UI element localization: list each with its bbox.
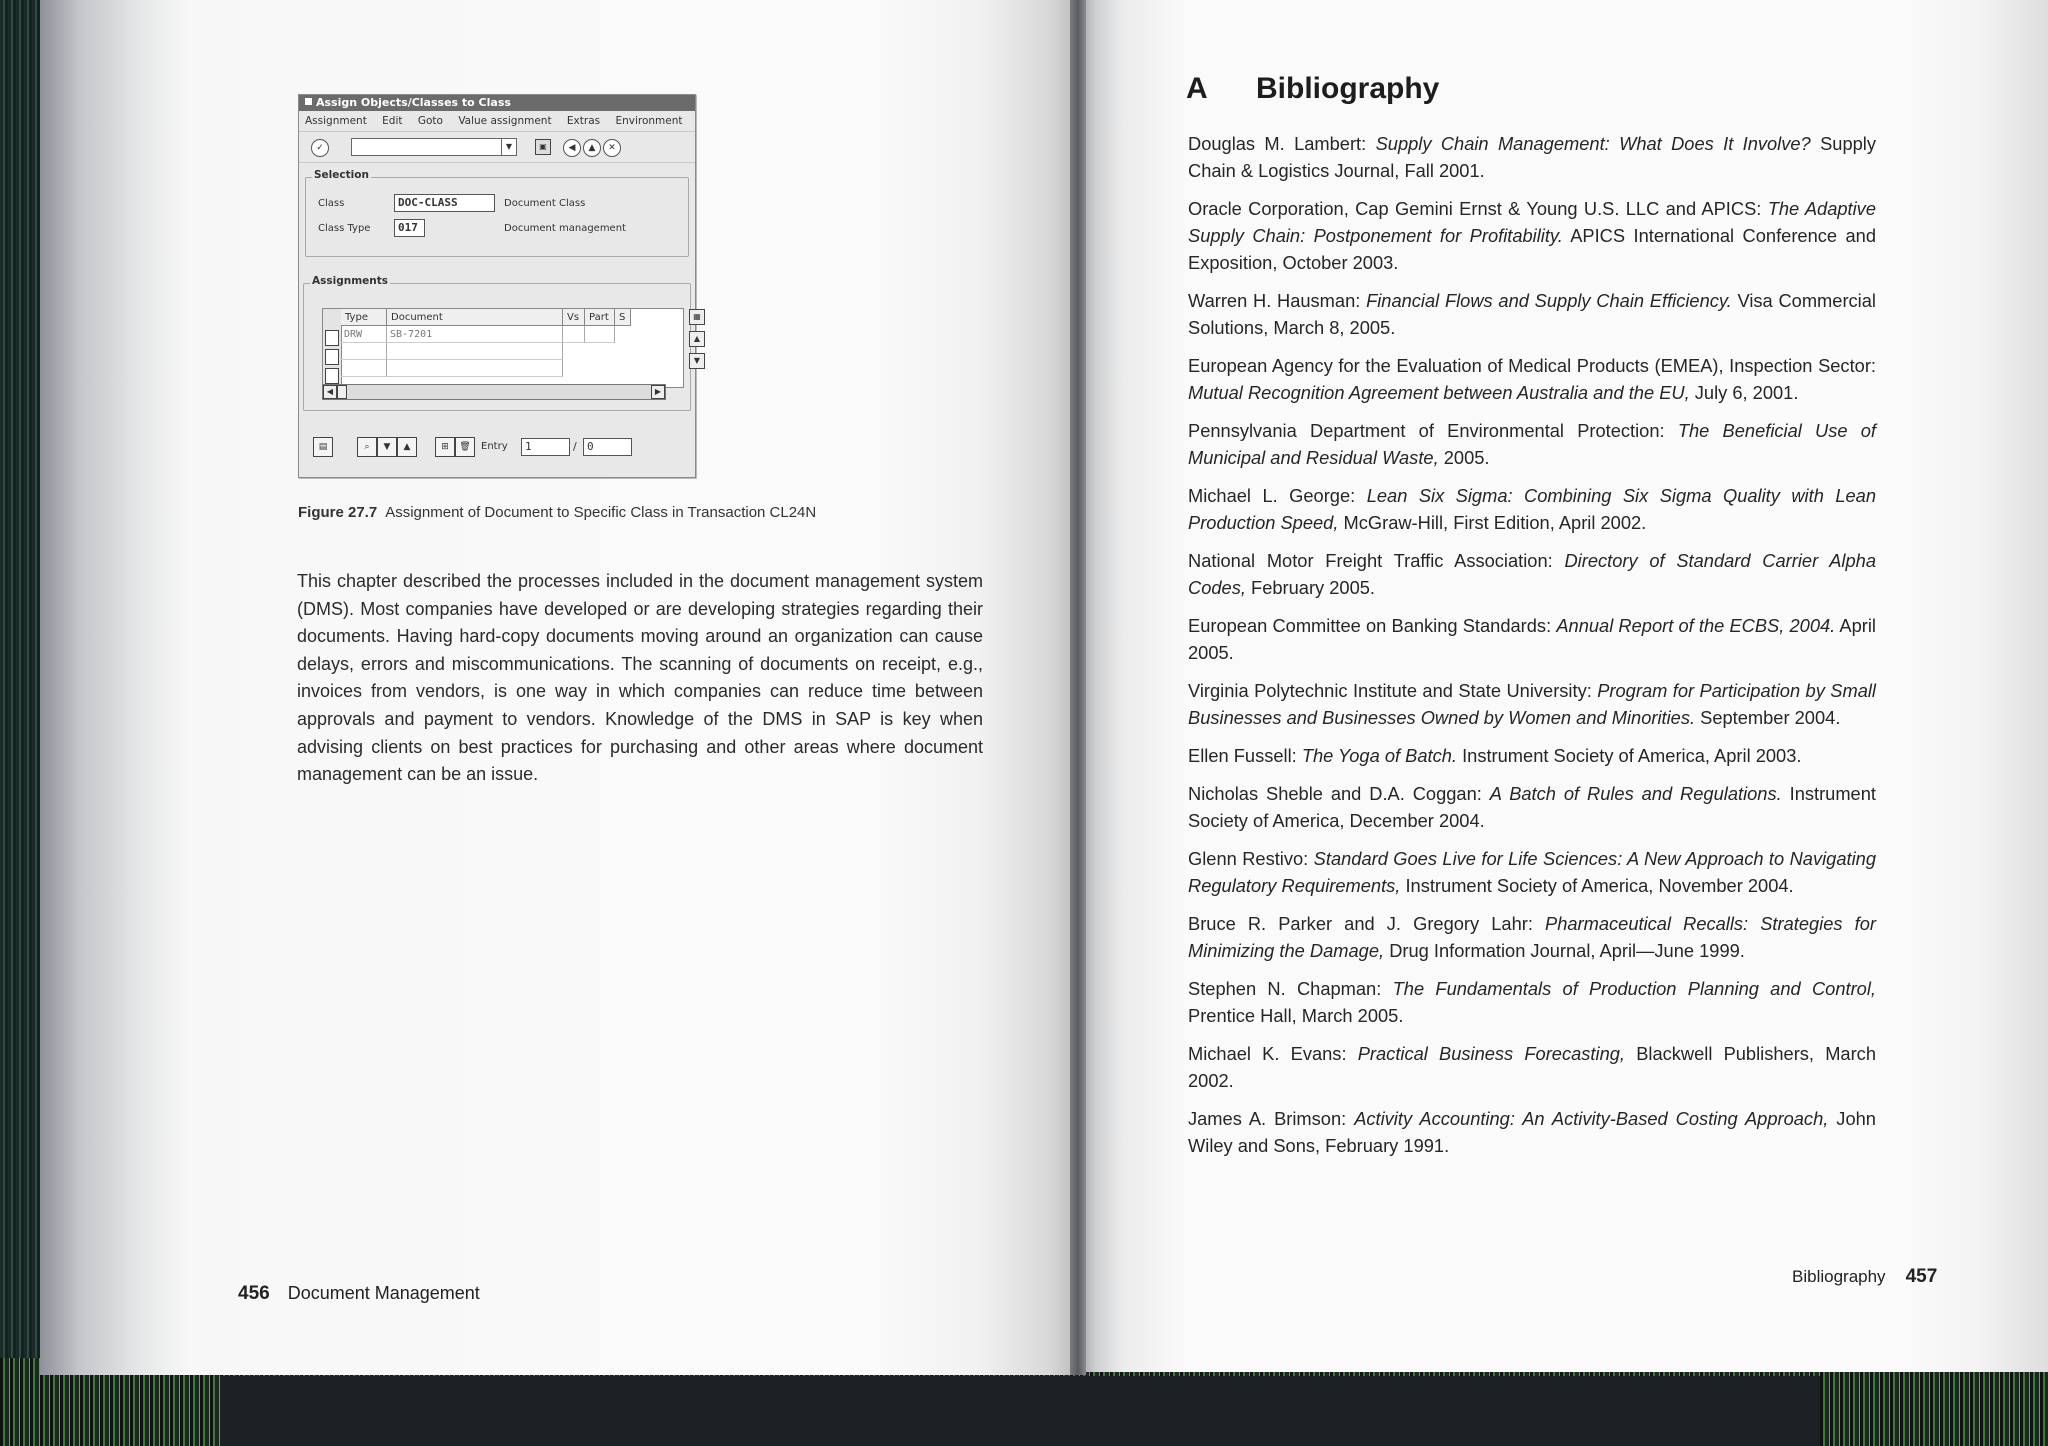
entry-publication: Drug Information Journal, April—June 1999. [1389, 940, 1745, 961]
vertical-scrollbar[interactable] [689, 309, 705, 387]
column-version[interactable]: Vs [563, 309, 585, 326]
entry-publication: Visa Commercial Solutions, March 8, 2005. [1188, 290, 1876, 338]
left-running-head: Document Management [287, 1283, 480, 1303]
appendix-title: Bibliography [1256, 72, 1440, 105]
assignments-table [322, 308, 701, 388]
right-running-head: Bibliography [1792, 1267, 1886, 1286]
entry-title: The Adaptive Supply Chain: Postponement for Profitability. [1188, 198, 1876, 246]
cell-type[interactable] [341, 343, 387, 360]
selection-group [305, 169, 689, 257]
details-icon[interactable]: ▤ [313, 437, 333, 457]
entry-title: Standard Goes Live for Life Sciences: A New Approach to Navigating Regulatory Requirements, [1188, 848, 1876, 896]
sap-toolbar [299, 132, 695, 163]
entry-publication: April 2005. [1188, 615, 1876, 663]
bibliography-entry [1188, 1105, 1876, 1159]
selection-label: Selection [314, 169, 369, 181]
cell-document[interactable] [387, 360, 563, 377]
right-footer [1792, 1266, 1937, 1288]
chapter-summary-paragraph: This chapter described the processes included in the document management system (DMS). Most companies have developed or are developing strategies regarding their documents. Having hard-copy documents moving around an organization can cause delays, errors and miscommunications. The scanning of documents on receipt, e.g., invoices from vendors, is one way in which companies can reduce time between approvals and payment to vendors. Knowledge of the DMS in SAP is key when advising clients on best practices for purchasing and other areas where document management can be an issue. [297, 571, 983, 785]
bibliography-entry [1188, 417, 1876, 471]
entry-publication: APICS International Conference and Exposition, October 2003. [1188, 225, 1876, 273]
entry-author: National Motor Freight Traffic Association: [1188, 550, 1553, 571]
bibliography-entry [1188, 482, 1876, 536]
back-icon[interactable]: ◀ [563, 139, 581, 157]
scanner-edge-left [0, 0, 40, 1446]
entry-title: Supply Chain Management: What Does It Involve? [1375, 133, 1811, 154]
bibliography-entry [1188, 287, 1876, 341]
command-dropdown-icon[interactable]: ▼ [501, 139, 516, 155]
entry-title: Financial Flows and Supply Chain Efficiency. [1366, 290, 1732, 311]
bibliography-entry [1188, 612, 1876, 666]
sap-title: Assign Objects/Classes to Class [316, 96, 511, 109]
entry-publication: Instrument Society of America, November 2004. [1405, 875, 1794, 896]
entry-author: Oracle Corporation, Cap Gemini Ernst & Young U.S. LLC and APICS: [1188, 198, 1762, 219]
entry-total: 0 [583, 438, 632, 456]
class-label: Class [318, 198, 345, 209]
entry-label: Entry [481, 441, 508, 452]
entry-publication: 2005. [1443, 447, 1490, 468]
bibliography-entry [1188, 780, 1876, 834]
entry-author: European Agency for the Evaluation of Medical Products (EMEA), Inspection Sector: [1188, 355, 1876, 376]
bibliography-entry [1188, 910, 1876, 964]
entry-author: Glenn Restivo: [1188, 848, 1309, 869]
scroll-down-icon[interactable]: ▼ [689, 353, 705, 369]
entry-title: Lean Six Sigma: Combining Six Sigma Quality with Lean Production Speed, [1188, 485, 1876, 533]
menu-environment[interactable]: Environment [615, 115, 683, 127]
menu-value-assignment[interactable]: Value assignment [458, 115, 552, 127]
cell-version[interactable] [563, 326, 585, 343]
appendix-heading [1186, 72, 1439, 106]
class-description: Document Class [504, 198, 586, 209]
horizontal-scrollbar[interactable] [322, 384, 666, 400]
entry-author: Michael L. George: [1188, 485, 1356, 506]
entry-publication: Blackwell Publishers, March 2002. [1188, 1043, 1876, 1091]
book-shadow [220, 1376, 1820, 1446]
sap-bottom-toolbar [299, 431, 695, 471]
entry-title: Program for Participation by Small Businesses and Businesses Owned by Women and Minorities. [1188, 680, 1876, 728]
scroll-up-icon[interactable]: ▲ [689, 331, 705, 347]
sap-title-bar [299, 95, 695, 111]
save-icon[interactable]: ▣ [535, 139, 551, 155]
entry-publication: McGraw-Hill, First Edition, April 2002. [1343, 512, 1647, 533]
entry-publication: February 2005. [1251, 577, 1376, 598]
left-footer [238, 1283, 480, 1305]
class-type-description: Document management [504, 223, 626, 234]
entry-title: The Beneficial Use of Municipal and Residual Waste, [1188, 420, 1876, 468]
bibliography-entry [1188, 1040, 1876, 1094]
cancel-icon[interactable]: ✕ [603, 139, 621, 157]
find-icon[interactable]: ⌕ [357, 437, 377, 457]
column-part[interactable]: Part [585, 309, 615, 326]
figure-caption [298, 504, 816, 521]
insert-row-icon[interactable]: ⊞ [435, 437, 455, 457]
entry-title: Practical Business Forecasting, [1357, 1043, 1625, 1064]
row-selector[interactable] [325, 330, 339, 346]
figure-caption-text: Assignment of Document to Specific Class in Transaction CL24N [385, 504, 817, 521]
appendix-letter: A [1186, 72, 1208, 105]
entry-author: Ellen Fussell: [1188, 745, 1297, 766]
entry-title: Mutual Recognition Agreement between Australia and the EU, [1188, 382, 1690, 403]
entry-title: The Fundamentals of Production Planning and Control, [1392, 978, 1876, 999]
book-spine [1070, 0, 1086, 1375]
entry-separator: / [573, 440, 577, 453]
entry-author: Douglas M. Lambert: [1188, 133, 1367, 154]
column-document[interactable]: Document [387, 309, 563, 326]
delete-row-icon[interactable]: 🗑 [455, 437, 475, 457]
class-type-input[interactable]: 017 [394, 219, 425, 237]
bibliography-entry [1188, 352, 1876, 406]
sap-menu-bar [299, 111, 695, 132]
bibliography-entry [1188, 547, 1876, 601]
entry-title: Activity Accounting: An Activity-Based Costing Approach, [1354, 1108, 1829, 1129]
entry-publication: Instrument Society of America, April 2003. [1462, 745, 1802, 766]
scroll-thumb[interactable] [337, 385, 347, 399]
entry-publication: Instrument Society of America, December 2004. [1188, 783, 1876, 831]
menu-extras[interactable]: Extras [566, 115, 601, 127]
right-page-number: 457 [1905, 1266, 1938, 1287]
entry-author: Michael K. Evans: [1188, 1043, 1347, 1064]
cell-document[interactable]: SB-7201 [387, 326, 563, 343]
sort-up-icon[interactable]: ▲ [397, 437, 417, 457]
entry-input[interactable]: 1 [521, 438, 570, 456]
left-page-number: 456 [238, 1283, 270, 1304]
entry-publication: John Wiley and Sons, February 1991. [1188, 1108, 1876, 1156]
window-icon [305, 98, 312, 105]
bibliography-entry [1188, 195, 1876, 276]
exit-icon[interactable]: ▲ [583, 139, 601, 157]
cell-document[interactable] [387, 343, 563, 360]
menu-goto[interactable]: Goto [417, 115, 443, 127]
assignments-label: Assignments [312, 275, 389, 287]
row-selector[interactable] [325, 349, 339, 365]
entry-title: Directory of Standard Carrier Alpha Codes, [1188, 550, 1876, 598]
entry-title: A Batch of Rules and Regulations. [1489, 783, 1782, 804]
entry-publication: Prentice Hall, March 2005. [1188, 1005, 1404, 1026]
command-field[interactable] [351, 138, 517, 156]
scroll-right-icon[interactable]: ▶ [651, 385, 665, 399]
entry-publication: September 2004. [1700, 707, 1841, 728]
assignments-group [303, 275, 701, 411]
entry-author: Bruce R. Parker and J. Gregory Lahr: [1188, 913, 1533, 934]
entry-title: Pharmaceutical Recalls: Strategies for Minimizing the Damage, [1188, 913, 1876, 961]
entry-author: European Committee on Banking Standards: [1188, 615, 1552, 636]
column-status[interactable]: S [615, 309, 631, 326]
scroll-left-icon[interactable]: ◀ [323, 385, 337, 399]
menu-assignment[interactable]: Assignment [305, 115, 367, 127]
entry-author: Nicholas Sheble and D.A. Coggan: [1188, 783, 1482, 804]
entry-publication: July 6, 2001. [1694, 382, 1799, 403]
menu-edit[interactable]: Edit [382, 115, 403, 127]
entry-author: James A. Brimson: [1188, 1108, 1347, 1129]
sort-down-icon[interactable]: ▼ [377, 437, 397, 457]
column-config-icon[interactable]: ▦ [689, 309, 705, 325]
row-selector-column [323, 309, 342, 387]
class-input[interactable]: DOC-CLASS [394, 194, 495, 212]
sap-window [298, 94, 701, 478]
entry-title: The Yoga of Batch. [1301, 745, 1457, 766]
bibliography-entry [1188, 742, 1876, 769]
row-selector[interactable] [325, 368, 339, 384]
class-type-label: Class Type [318, 223, 371, 234]
bibliography-entry [1188, 677, 1876, 731]
bibliography-entry [1188, 130, 1876, 184]
bibliography-entry [1188, 845, 1876, 899]
entry-author: Virginia Polytechnic Institute and State University: [1188, 680, 1592, 701]
bibliography-entry [1188, 975, 1876, 1029]
cell-type[interactable] [341, 360, 387, 377]
cell-part[interactable] [585, 326, 615, 343]
entry-author: Stephen N. Chapman: [1188, 978, 1382, 999]
column-type[interactable]: Type [341, 309, 387, 326]
entry-publication: Supply Chain & Logistics Journal, Fall 2001. [1188, 133, 1876, 181]
entry-title: Annual Report of the ECBS, 2004. [1556, 615, 1836, 636]
bibliography-list [1188, 130, 1876, 1170]
entry-author: Warren H. Hausman: [1188, 290, 1361, 311]
enter-icon[interactable]: ✓ [311, 139, 329, 157]
figure-number: Figure 27.7 [298, 504, 378, 521]
entry-author: Pennsylvania Department of Environmental Protection: [1188, 420, 1665, 441]
cell-type[interactable]: DRW [341, 326, 387, 343]
